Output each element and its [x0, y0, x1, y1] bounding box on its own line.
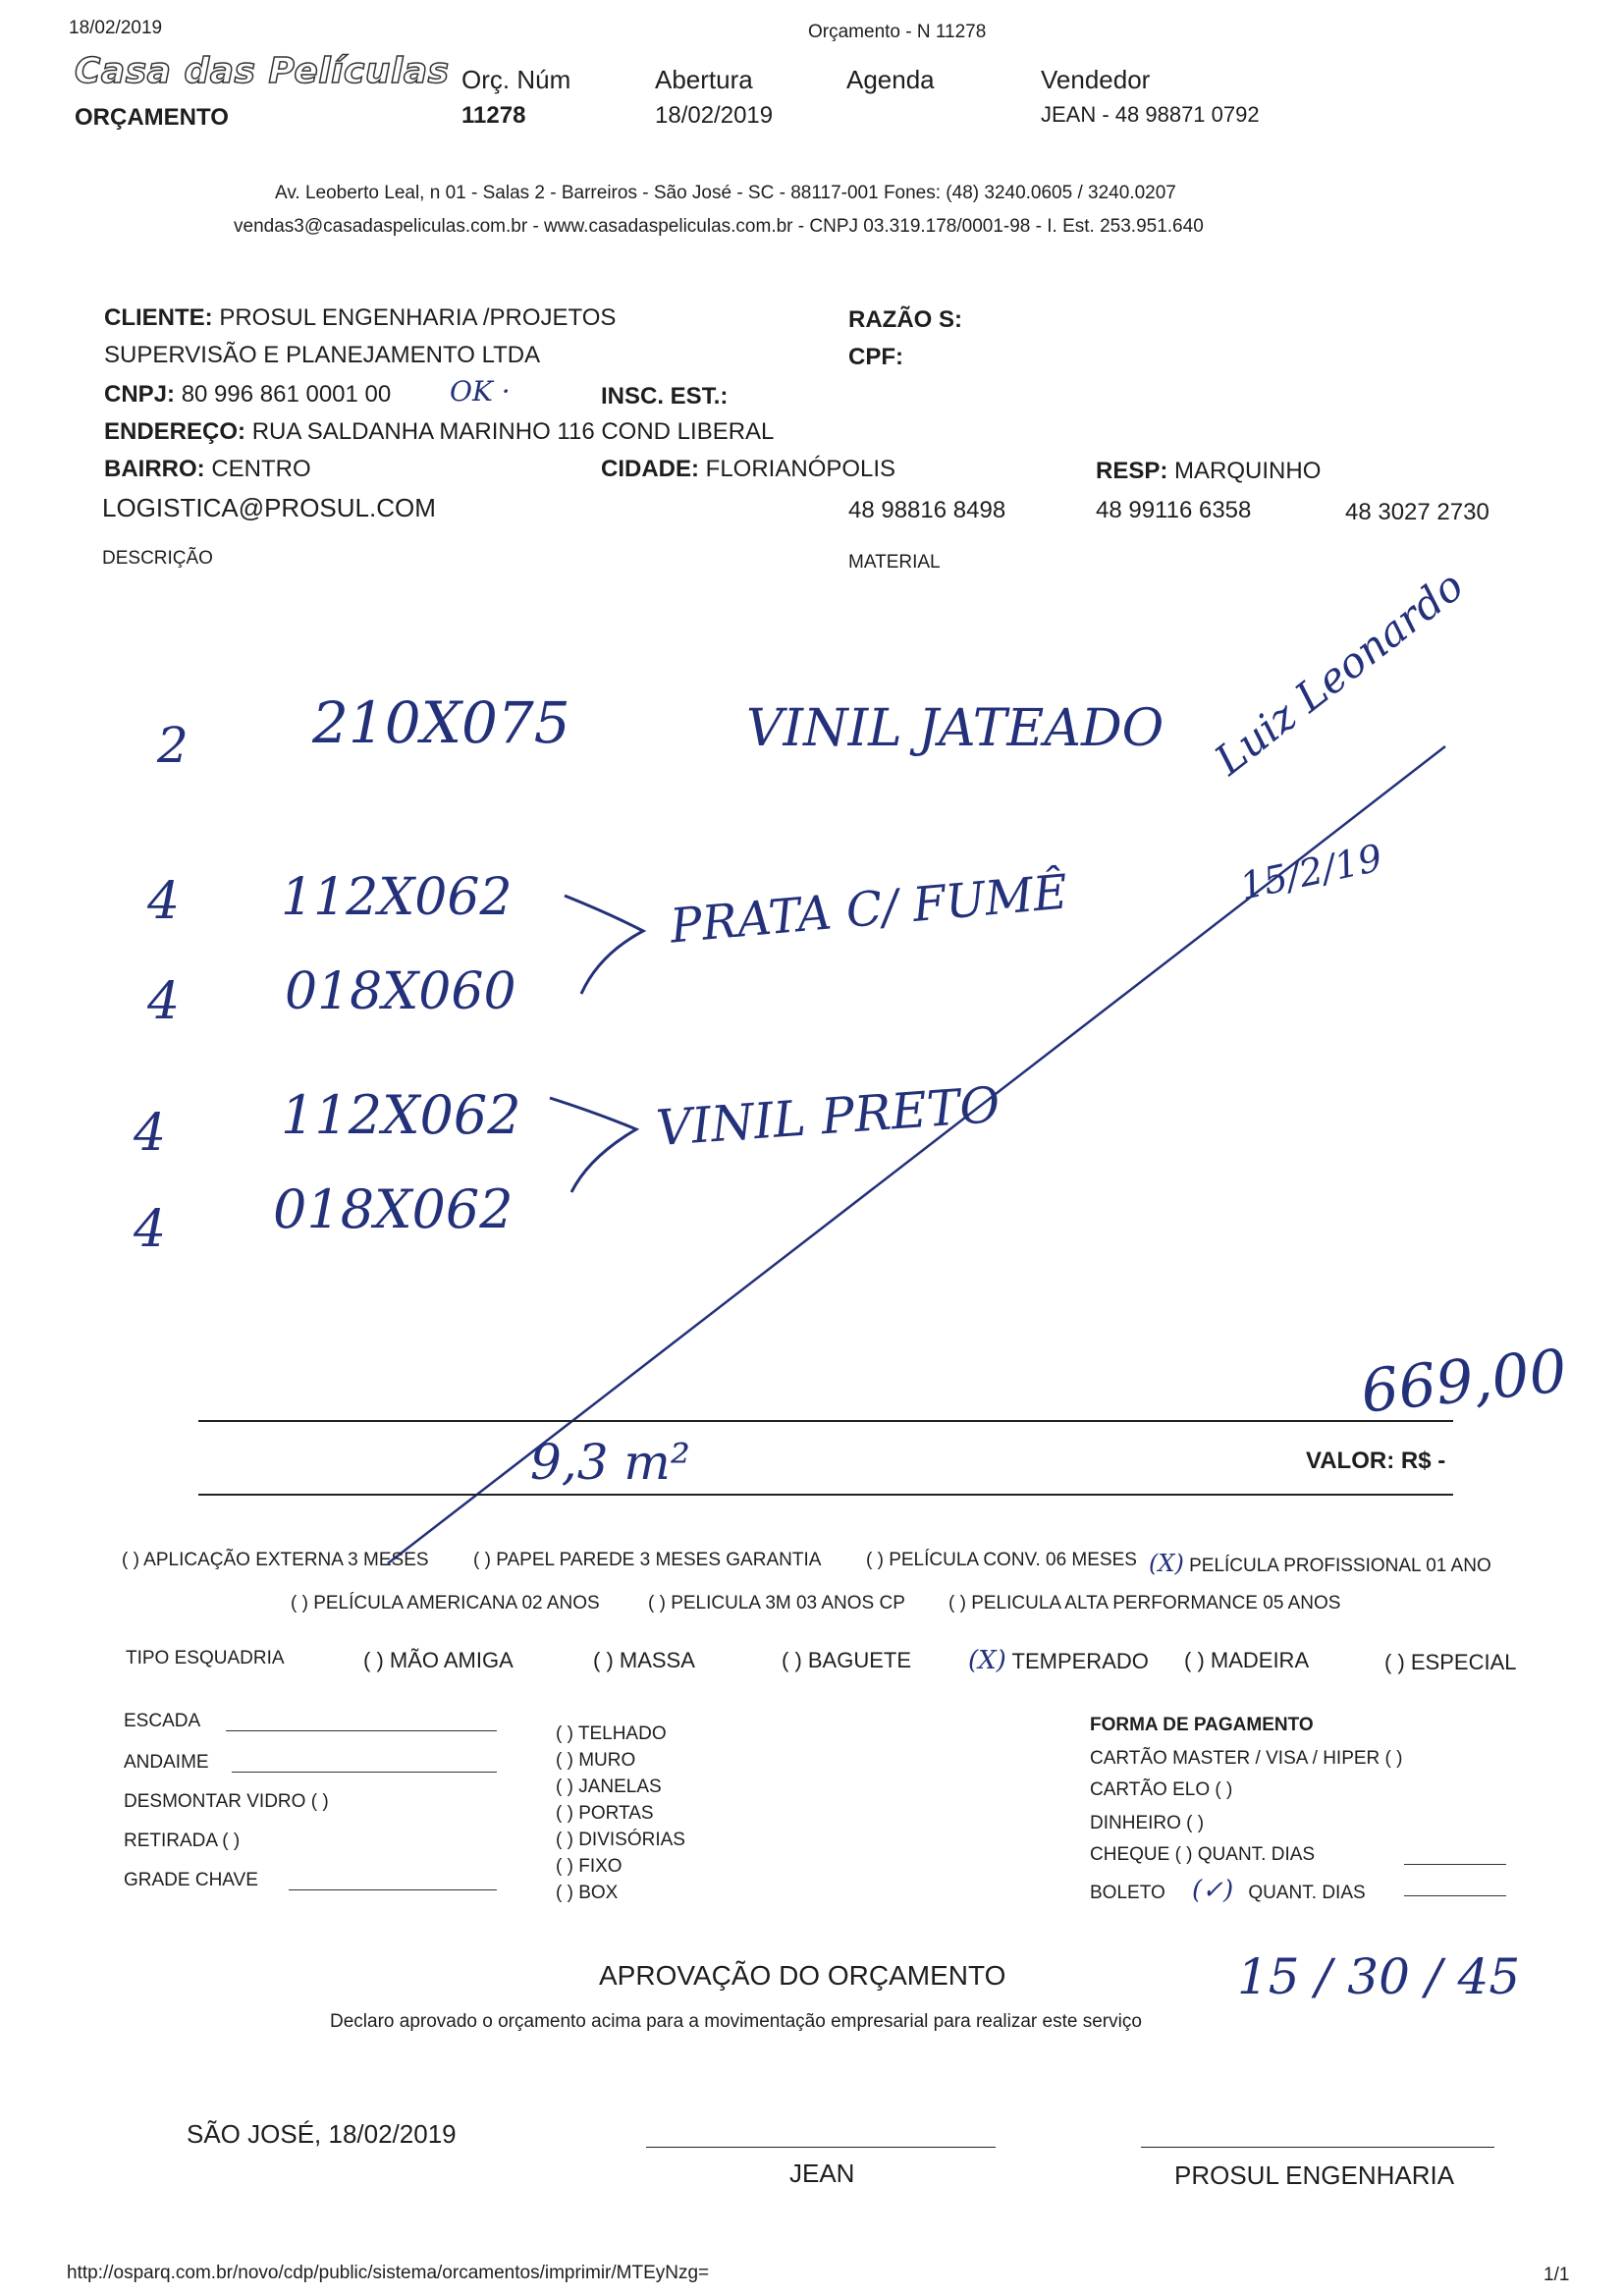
opt-papel-parede: ( ) PAPEL PAREDE 3 MESES GARANTIA: [473, 1550, 822, 1570]
item-4-desc: VINIL PRETO: [654, 1075, 1002, 1158]
grade-line: [289, 1889, 497, 1890]
item-1-qty: 2: [157, 717, 189, 774]
handwritten-signature-name: Luiz Leonardo: [1206, 561, 1473, 785]
extra-andaime: ANDAIME: [124, 1752, 209, 1773]
esq-temperado: [968, 1646, 1149, 1675]
item-1-size: 210X075: [312, 689, 570, 756]
extra-escada: ESCADA: [124, 1711, 201, 1731]
local-muro: ( ) MURO: [556, 1750, 636, 1771]
endereco-value: RUA SALDANHA MARINHO 116 COND LIBERAL: [251, 418, 775, 445]
abertura-label: Abertura: [655, 65, 753, 94]
payment-cartao-elo: CARTÃO ELO ( ): [1090, 1779, 1233, 1800]
escada-line: [226, 1730, 497, 1731]
agenda-label: Agenda: [846, 65, 935, 94]
cnpj-ok-note: OK ·: [450, 375, 511, 408]
approval-declaration: Declaro aprovado o orçamento acima para a movimentação empresarial para realizar este serviço: [330, 2011, 1142, 2032]
cliente-value-1: PROSUL ENGENHARIA /PROJETOS: [219, 304, 617, 331]
esq-madeira: ( ) MADEIRA: [1184, 1648, 1310, 1672]
esq-mao-amiga: ( ) MÃO AMIGA: [363, 1648, 514, 1672]
cnpj-label: CNPJ:: [104, 381, 176, 408]
payment-boleto: [1090, 1876, 1366, 1905]
cheque-dias-line: [1404, 1864, 1506, 1865]
locais-list: [556, 1721, 685, 1906]
opt-pelicula-conv: ( ) PELÍCULA CONV. 06 MESES: [866, 1550, 1137, 1570]
opt-pelicula-alta-performance: ( ) PELICULA ALTA PERFORMANCE 05 ANOS: [948, 1593, 1341, 1613]
opt-profissional-mark: (X): [1149, 1550, 1184, 1577]
cidade-value: FLORIANÓPOLIS: [705, 456, 896, 482]
valor-label: VALOR: R$ -: [1306, 1448, 1446, 1474]
extra-desmontar: DESMONTAR VIDRO ( ): [124, 1791, 329, 1812]
sig2-name: PROSUL ENGENHARIA: [1174, 2160, 1455, 2190]
esq-temperado-label: TEMPERADO: [1011, 1649, 1149, 1673]
item-1-desc: VINIL JATEADO: [746, 699, 1164, 758]
cidade-label: CIDADE:: [601, 456, 699, 482]
extra-grade-chave: GRADE CHAVE: [124, 1870, 258, 1890]
sig1-line: [646, 2147, 996, 2148]
bairro-value: CENTRO: [211, 456, 311, 482]
local-box: ( ) BOX: [556, 1883, 619, 1903]
extra-retirada: RETIRADA ( ): [124, 1831, 241, 1851]
payment-cartao-master: CARTÃO MASTER / VISA / HIPER ( ): [1090, 1748, 1403, 1769]
cpf-label: CPF:: [848, 344, 903, 370]
esq-temperado-mark: (X): [968, 1646, 1006, 1675]
item-2-size: 112X062: [281, 868, 513, 927]
client-phone-3: 48 3027 2730: [1345, 499, 1489, 525]
resp-value: MARQUINHO: [1174, 458, 1322, 484]
item-3-size: 018X060: [285, 962, 516, 1021]
company-logo: Casa das Películas: [75, 51, 450, 91]
item-3-qty: 4: [147, 972, 181, 1031]
boleto-label: BOLETO: [1090, 1883, 1165, 1903]
local-janelas: ( ) JANELAS: [556, 1777, 662, 1797]
handwritten-total: 669,00: [1357, 1337, 1571, 1427]
local-divisorias: ( ) DIVISÓRIAS: [556, 1830, 685, 1850]
local-fixo: ( ) FIXO: [556, 1856, 623, 1877]
orc-num-value: 11278: [461, 102, 526, 129]
local-telhado: ( ) TELHADO: [556, 1723, 667, 1744]
esq-baguete: ( ) BAGUETE: [782, 1648, 912, 1672]
handwritten-area: 9,3 m²: [530, 1434, 690, 1491]
vendedor-label: Vendedor: [1041, 65, 1151, 94]
sig2-line: [1141, 2147, 1494, 2148]
company-contact: vendas3@casadaspeliculas.com.br - www.casadaspeliculas.com.br - CNPJ 03.319.178/0001-98 - I. Est. 253.951.640: [234, 216, 1204, 237]
total-line-bottom: [198, 1494, 1453, 1496]
item-2-qty: 4: [147, 872, 181, 931]
descricao-label: DESCRIÇÃO: [102, 548, 213, 569]
payment-dinheiro: DINHEIRO ( ): [1090, 1813, 1205, 1833]
boleto-dias-label: QUANT. DIAS: [1248, 1883, 1366, 1903]
item-5-qty: 4: [134, 1200, 167, 1259]
cliente-value-2: SUPERVISÃO E PLANEJAMENTO LTDA: [104, 342, 541, 368]
opt-profissional-label: PELÍCULA PROFISSIONAL 01 ANO: [1189, 1556, 1491, 1576]
item-2-desc: PRATA C/ FUMÊ: [668, 864, 1070, 955]
item-4-size: 112X062: [281, 1084, 521, 1146]
boleto-mark: (✓): [1192, 1876, 1234, 1905]
orc-num-label: Orç. Núm: [461, 65, 571, 94]
vendedor-value: JEAN - 48 98871 0792: [1041, 102, 1260, 127]
esq-massa: ( ) MASSA: [593, 1648, 695, 1672]
item-4-qty: 4: [134, 1104, 167, 1163]
cliente-label: CLIENTE:: [104, 304, 213, 331]
handwritten-signature-date: 15/2/19: [1236, 836, 1386, 908]
item-5-size: 018X062: [273, 1178, 514, 1240]
cnpj-value: 80 996 861 0001 00: [181, 381, 392, 408]
andaime-line: [232, 1772, 497, 1773]
esquadria-label: TIPO ESQUADRIA: [126, 1648, 285, 1668]
footer-page: 1/1: [1543, 2265, 1570, 2285]
footer-url[interactable]: http://osparq.com.br/novo/cdp/public/sistema/orcamentos/imprimir/MTEyNzg=: [67, 2263, 710, 2283]
opt-pelicula-americana: ( ) PELÍCULA AMERICANA 02 ANOS: [291, 1593, 600, 1613]
insc-label: INSC. EST.:: [601, 383, 729, 410]
client-phone-2: 48 99116 6358: [1096, 497, 1252, 523]
payment-cheque: CHEQUE ( ) QUANT. DIAS: [1090, 1844, 1316, 1865]
company-address: Av. Leoberto Leal, n 01 - Salas 2 - Barreiros - São José - SC - 88117-001 Fones: (48) 3240.0605 / 3240.0207: [275, 183, 1176, 203]
bracket-1: [565, 896, 643, 994]
doc-title: Orçamento - N 11278: [808, 22, 987, 42]
opt-pelicula-3m: ( ) PELICULA 3M 03 ANOS CP: [648, 1593, 905, 1613]
doc-type: ORÇAMENTO: [75, 104, 229, 131]
client-phone-1: 48 98816 8498: [848, 497, 1006, 523]
handwritten-payment-terms: 15 / 30 / 45: [1237, 1948, 1521, 2005]
opt-aplicacao-externa: ( ) APLICAÇÃO EXTERNA 3 MESES: [122, 1550, 429, 1570]
razao-label: RAZÃO S:: [848, 306, 962, 333]
client-email: LOGISTICA@PROSUL.COM: [102, 493, 436, 522]
resp-label: RESP:: [1096, 458, 1168, 484]
local-portas: ( ) PORTAS: [556, 1803, 654, 1824]
bairro-label: BAIRRO:: [104, 456, 205, 482]
opt-pelicula-profissional: [1149, 1550, 1491, 1577]
approval-title: APROVAÇÃO DO ORÇAMENTO: [599, 1960, 1006, 1991]
abertura-value: 18/02/2019: [655, 102, 774, 129]
payment-title: FORMA DE PAGAMENTO: [1090, 1715, 1314, 1735]
print-date: 18/02/2019: [69, 18, 163, 38]
endereco-label: ENDEREÇO:: [104, 418, 246, 445]
bracket-2: [550, 1098, 636, 1192]
material-label: MATERIAL: [848, 552, 941, 573]
sig1-name: JEAN: [789, 2159, 855, 2188]
esq-especial: ( ) ESPECIAL: [1384, 1650, 1517, 1674]
total-line-top: [198, 1420, 1453, 1422]
boleto-dias-line: [1404, 1895, 1506, 1896]
place-date: SÃO JOSÉ, 18/02/2019: [187, 2119, 457, 2149]
